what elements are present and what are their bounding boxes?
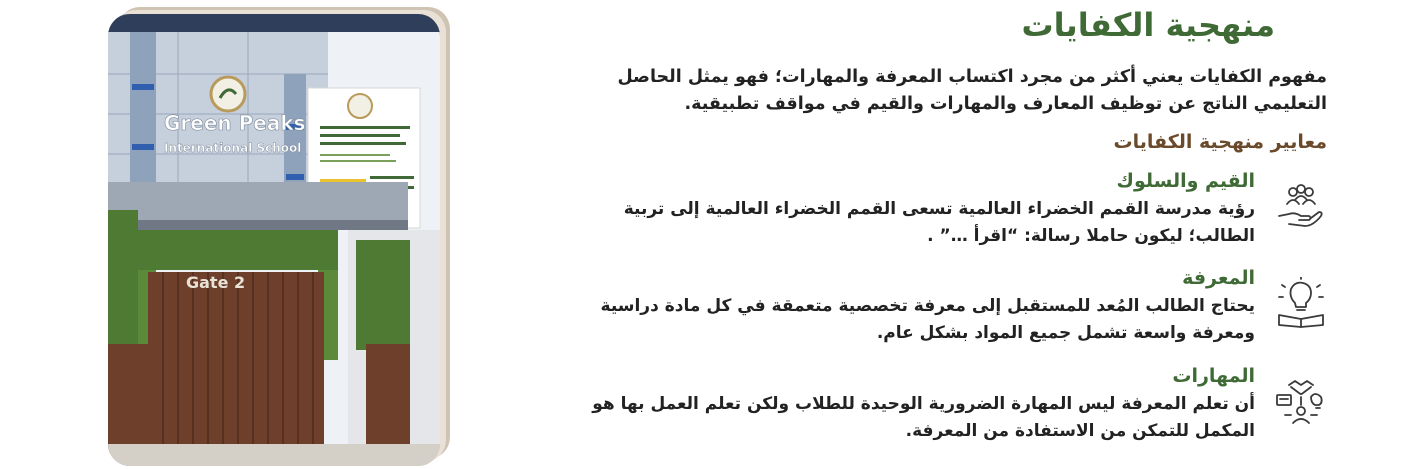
gate-label: Gate 2 xyxy=(186,273,246,292)
criteria-section-title: معايير منهجية الكفايات xyxy=(1113,131,1327,153)
lightbulb-book-icon xyxy=(1275,277,1327,329)
criterion-values-text: رؤية مدرسة القمم الخضراء العالمية تسعى القمم الخضراء العالمية إلى تربية الطالب؛ ليكون حاملا رسالة: “اقرأ …” . xyxy=(623,199,1255,246)
handshake-skills-icon xyxy=(1275,375,1327,427)
content-column xyxy=(547,0,1327,469)
criterion-skills xyxy=(547,365,1327,445)
hand-people-icon xyxy=(1275,180,1327,232)
page-title: منهجية الكفايات xyxy=(1021,6,1275,44)
criterion-skills-title: المهارات xyxy=(1172,365,1255,387)
intro-paragraph: مفهوم الكفايات يعني أكثر من مجرد اكتساب المعرفة والمهارات؛ فهو يمثل الحاصل التعليمي الناتج عن توظيف المعارف والمهارات والقيم في مواقف تطبيقية. xyxy=(617,67,1327,114)
criterion-skills-text: أن تعلم المعرفة ليس المهارة الضرورية الوحيدة للطلاب ولكن تعلم العمل بها هو المكمل للتمكن من الاستفادة من المعرفة. xyxy=(592,394,1255,441)
school-name-line1: Green Peaks xyxy=(164,111,306,135)
criterion-knowledge-title: المعرفة xyxy=(1182,267,1255,289)
criterion-knowledge-text: يحتاج الطالب المُعد للمستقبل إلى معرفة تخصصية متعمقة في كل مادة دراسية ومعرفة واسعة تشمل جميع المواد بشكل عام. xyxy=(600,296,1255,343)
criterion-knowledge xyxy=(547,267,1327,347)
criterion-values xyxy=(547,170,1327,250)
school-name-line2: International School xyxy=(164,141,302,155)
school-photo xyxy=(108,14,440,466)
criterion-values-title: القيم والسلوك xyxy=(1116,170,1255,192)
